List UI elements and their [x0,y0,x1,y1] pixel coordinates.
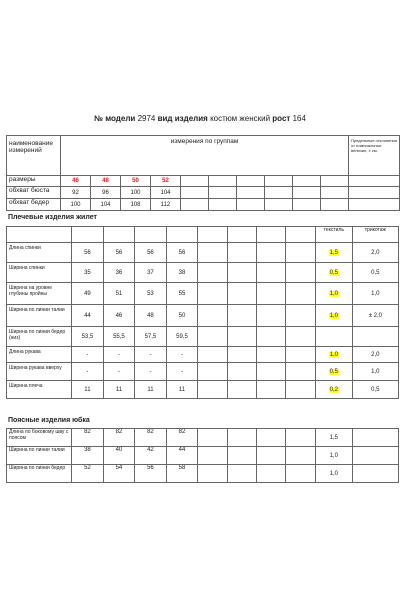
tolerance: 1,5 [315,429,352,447]
cell: 82 [166,429,198,447]
table-row [7,447,399,465]
row-label: Ширина по линии бедер [7,465,72,483]
cell: 100 [61,199,91,211]
cell: 40 [103,447,135,465]
cell: 52 [151,176,181,187]
textile-tolerance: 0,5 [315,263,352,283]
cell: - [166,363,198,381]
textile-tolerance: 1,0 [315,305,352,327]
knit-tolerance [352,327,398,347]
item-label: вид изделия [157,114,208,123]
textile-tolerance: 1,0 [315,283,352,305]
knit-header: трикотаж [352,227,398,243]
table-row [7,263,399,283]
cell: 37 [135,263,167,283]
row-label: размеры [7,176,61,187]
row-label: обхват бюста [7,187,61,199]
tolerance: 1,0 [315,465,352,483]
textile-tolerance: 1,0 [315,347,352,363]
cell: 82 [72,429,104,447]
knit-tolerance: 1,0 [352,283,398,305]
table-row [7,429,399,447]
cell: 55 [166,283,198,305]
row-label: Длина спинки [7,243,72,263]
knit-tolerance: 0,5 [352,263,398,283]
limit-header: Предельные отклонения от номинальных величин, ± см. [349,136,400,176]
cell: 82 [103,429,135,447]
knit-tolerance: 1,0 [352,363,398,381]
table-row [7,243,399,263]
upper-table [6,226,399,399]
knit-tolerance: 2,0 [352,243,398,263]
cell: 11 [72,381,104,399]
cell: 38 [166,263,198,283]
cell: 96 [91,187,121,199]
cell: 100 [121,187,151,199]
row-label: Ширина плеча [7,381,72,399]
height-label: рост [272,114,291,123]
upper-section-title: Плечевые изделия жилет [8,214,97,221]
cell: 58 [166,465,198,483]
textile-tolerance: 1,5 [315,243,352,263]
sizes-table [6,135,400,211]
textile-tolerance: 0,2 [315,381,352,399]
cell: 54 [103,465,135,483]
knit-tolerance: 0,5 [352,381,398,399]
cell: 92 [61,187,91,199]
model-value: 2974 [137,114,156,123]
tolerance: 1,0 [315,447,352,465]
cell: 112 [151,199,181,211]
lower-section-title: Поясные изделия юбка [8,417,90,424]
row-label: Длина по боковому шву с поясом [7,429,72,447]
cell: 53,5 [72,327,104,347]
table-row [7,283,399,305]
cell: 56 [135,465,167,483]
cell: 51 [103,283,135,305]
cell: 36 [103,263,135,283]
table-row [7,199,400,211]
knit-tolerance: ± 2,0 [352,305,398,327]
cell: 104 [91,199,121,211]
cell: 104 [151,187,181,199]
cell: 59,5 [166,327,198,347]
cell: 11 [135,381,167,399]
row-label: Ширина рукава вверху [7,363,72,381]
row-label: Длина рукава [7,347,72,363]
table-row [7,363,399,381]
knit-tolerance: 2,0 [352,347,398,363]
cell: 49 [72,283,104,305]
table-row [7,187,400,199]
row-label: Ширина на уровне глубины пройны [7,283,72,305]
row-label: Ширина по линии талии [7,305,72,327]
cell: 52 [72,465,104,483]
textile-header: текстиль [315,227,352,243]
textile-tolerance [315,327,352,347]
cell: 44 [166,447,198,465]
lower-table [6,428,399,483]
height-value: 164 [292,114,306,123]
textile-tolerance: 0,5 [315,363,352,381]
name-header: наименование измерений [7,136,61,176]
table-row [7,176,400,187]
document-title [0,114,400,123]
cell: 56 [166,243,198,263]
cell: 38 [72,447,104,465]
row-label: обхват бедер [7,199,61,211]
cell: 56 [135,243,167,263]
cell: 56 [103,243,135,263]
cell: 46 [103,305,135,327]
cell: - [135,347,167,363]
cell: 56 [72,243,104,263]
cell: 46 [61,176,91,187]
model-label: № модели [94,114,136,123]
cell: 11 [103,381,135,399]
cell: - [103,347,135,363]
cell: 50 [166,305,198,327]
cell: - [72,363,104,381]
cell: 44 [72,305,104,327]
cell: 108 [121,199,151,211]
item-value: костюм женский [210,114,271,123]
row-label: Ширина по линии бедер (низ) [7,327,72,347]
cell: - [135,363,167,381]
table-row [7,305,399,327]
cell: 57,5 [135,327,167,347]
cell: - [103,363,135,381]
cell: 55,5 [103,327,135,347]
row-label: Ширина по линии талии [7,447,72,465]
cell: 82 [135,429,167,447]
cell: 48 [91,176,121,187]
table-row [7,465,399,483]
group-header: измерения по группам [61,136,349,176]
cell: 35 [72,263,104,283]
table-row [7,381,399,399]
table-row [7,347,399,363]
cell: - [72,347,104,363]
cell: 50 [121,176,151,187]
table-row [7,327,399,347]
cell: - [166,347,198,363]
cell: 48 [135,305,167,327]
row-label: Ширина спинки [7,263,72,283]
cell: 11 [166,381,198,399]
cell: 53 [135,283,167,305]
cell: 42 [135,447,167,465]
